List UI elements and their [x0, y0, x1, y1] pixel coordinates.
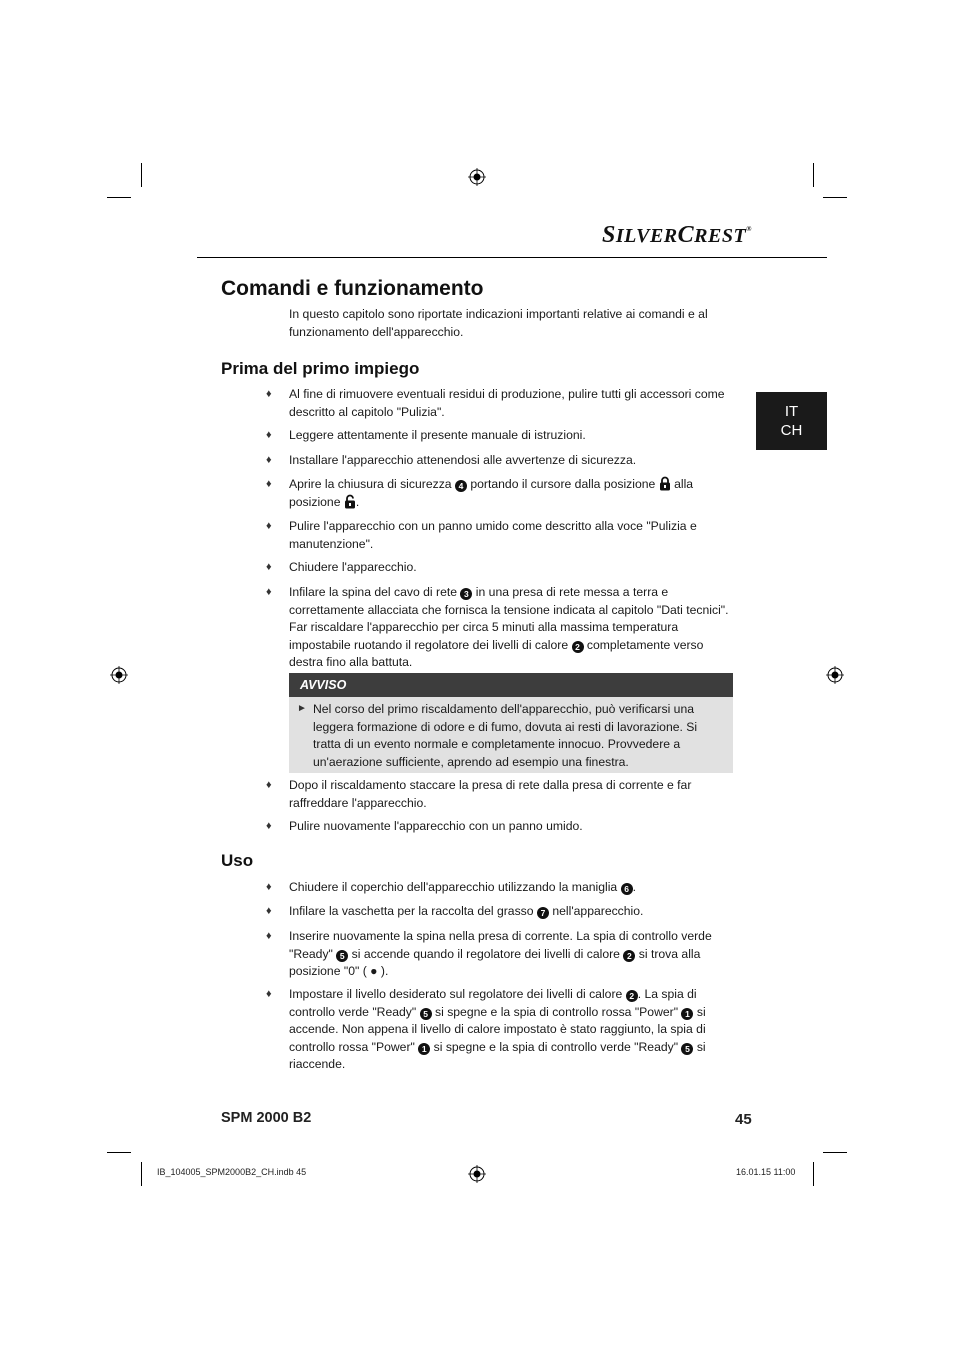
- list-item: Chiudere l'apparecchio.: [289, 560, 417, 574]
- lock-open-icon: [344, 494, 356, 509]
- number-badge: 3: [460, 588, 472, 600]
- bullet-icon: ♦: [266, 454, 272, 466]
- bullet-icon: ♦: [266, 520, 272, 532]
- number-badge: 5: [681, 1043, 693, 1055]
- list-item: Installare l'apparecchio attenendosi alle avvertenze di sicurezza.: [289, 453, 637, 467]
- registration-mark-icon: [468, 168, 486, 186]
- bullet-icon: ♦: [266, 905, 272, 917]
- intro-paragraph: In questo capitolo sono riportate indicazioni importanti relative ai comandi e al funzionamento dell'apparecchio.: [289, 307, 708, 339]
- registration-mark-icon: [826, 666, 844, 684]
- header-rule: [197, 257, 827, 258]
- bullet-icon: ♦: [266, 881, 272, 893]
- number-badge: 5: [336, 950, 348, 962]
- crop-mark: [823, 197, 847, 198]
- bullet-icon: ♦: [266, 561, 272, 573]
- crop-mark: [813, 163, 814, 187]
- bullet-icon: ♦: [266, 478, 272, 490]
- list-item: Impostare il livello desiderato sul regolatore dei livelli di calore 2 . La spia di controllo verde "Ready" 5 si spegne e la spia di controllo rossa "Power" 1 si accende. Non appena il livello di calore impostato è stato raggiunto, la spia di controllo rossa "Power" 1 si spegne e la spia di controllo verde "Ready" 5 si riaccende.: [289, 987, 706, 1071]
- crop-mark: [107, 197, 131, 198]
- section-heading-uso: Uso: [221, 851, 254, 870]
- registration-mark-icon: [110, 666, 128, 684]
- page-title: Comandi e funzionamento: [221, 277, 484, 300]
- brand-logo: SILVERCREST®: [602, 222, 752, 248]
- list-item: Dopo il riscaldamento staccare la presa di rete dalla presa di corrente e far raffreddare l'apparecchio.: [289, 778, 692, 810]
- number-badge: 7: [537, 907, 549, 919]
- bullet-icon: ♦: [266, 388, 272, 400]
- notice-text: Nel corso del primo riscaldamento dell'apparecchio, può verificarsi una leggera formazione di odore e di fumo, dovuta ai resti di lavorazione. Si tratta di un evento normale e completamente innocuo. Provvedere a un'aerazione sufficiente, aprendo ad esempio una finestra.: [313, 702, 698, 769]
- crop-mark: [107, 1152, 131, 1153]
- list-item: Infilare la spina del cavo di rete 3 in una presa di rete messa a terra e correttamente allacciata che fornisca la tensione indicata al capitolo "Dati tecnici". Far riscaldare l'apparecchio per circa 5 minuti alla massima temperatura impostabile ruotando il regolatore dei livelli di calore 2 completamente verso destra fino alla battuta.: [289, 585, 729, 669]
- language-tab-line1: IT: [784, 403, 799, 420]
- print-slug-file: IB_104005_SPM2000B2_CH.indb 45: [157, 1167, 307, 1177]
- lock-closed-icon: [659, 476, 671, 491]
- crop-mark: [141, 163, 142, 187]
- number-badge: 2: [623, 950, 635, 962]
- bullet-icon: ♦: [266, 586, 272, 598]
- language-tab-line2: CH: [780, 422, 803, 439]
- list-item: Al fine di rimuovere eventuali residui di produzione, pulire tutti gli accessori come descritto al capitolo "Pulizia".: [289, 387, 725, 419]
- bullet-icon: ♦: [266, 429, 272, 441]
- number-badge: 2: [626, 990, 638, 1002]
- registration-mark-icon: [468, 1165, 486, 1183]
- section-heading-prima: Prima del primo impiego: [221, 359, 420, 378]
- language-tab: [756, 392, 827, 450]
- footer-model: SPM 2000 B2: [221, 1110, 312, 1126]
- print-slug-date: 16.01.15 11:00: [736, 1167, 796, 1177]
- list-item: Inserire nuovamente la spina nella presa di corrente. La spia di controllo verde "Ready" 5 si accende quando il regolatore dei livelli di calore 2 si trova alla posizione "0" ( ● ).: [289, 929, 712, 978]
- bullet-icon: ♦: [266, 779, 272, 791]
- list-item: Aprire la chiusura di sicurezza 4 portando il cursore dalla posizione alla posizione .: [289, 477, 694, 509]
- list-item: Pulire l'apparecchio con un panno umido come descritto alla voce "Pulizia e manutenzione".: [289, 519, 697, 551]
- bullet-icon: ♦: [266, 820, 272, 832]
- list-item: Chiudere il coperchio dell'apparecchio utilizzando la maniglia 6 .: [289, 880, 636, 894]
- list-item: Leggere attentamente il presente manuale di istruzioni.: [289, 428, 586, 442]
- notice-header: AVVISO: [289, 673, 733, 697]
- list-item: Infilare la vaschetta per la raccolta del grasso 7 nell'apparecchio.: [289, 904, 644, 918]
- crop-mark: [823, 1152, 847, 1153]
- number-badge: 5: [420, 1008, 432, 1020]
- crop-mark: [813, 1162, 814, 1186]
- crop-mark: [141, 1162, 142, 1186]
- number-badge: 6: [621, 883, 633, 895]
- number-badge: 1: [418, 1043, 430, 1055]
- list-item: Pulire nuovamente l'apparecchio con un panno umido.: [289, 819, 583, 833]
- number-badge: 2: [572, 641, 584, 653]
- bullet-icon: ♦: [266, 930, 272, 942]
- arrow-marker-icon: ►: [297, 703, 307, 714]
- number-badge: 1: [681, 1008, 693, 1020]
- number-badge: 4: [455, 480, 467, 492]
- bullet-icon: ♦: [266, 988, 272, 1000]
- page-number: 45: [735, 1111, 752, 1128]
